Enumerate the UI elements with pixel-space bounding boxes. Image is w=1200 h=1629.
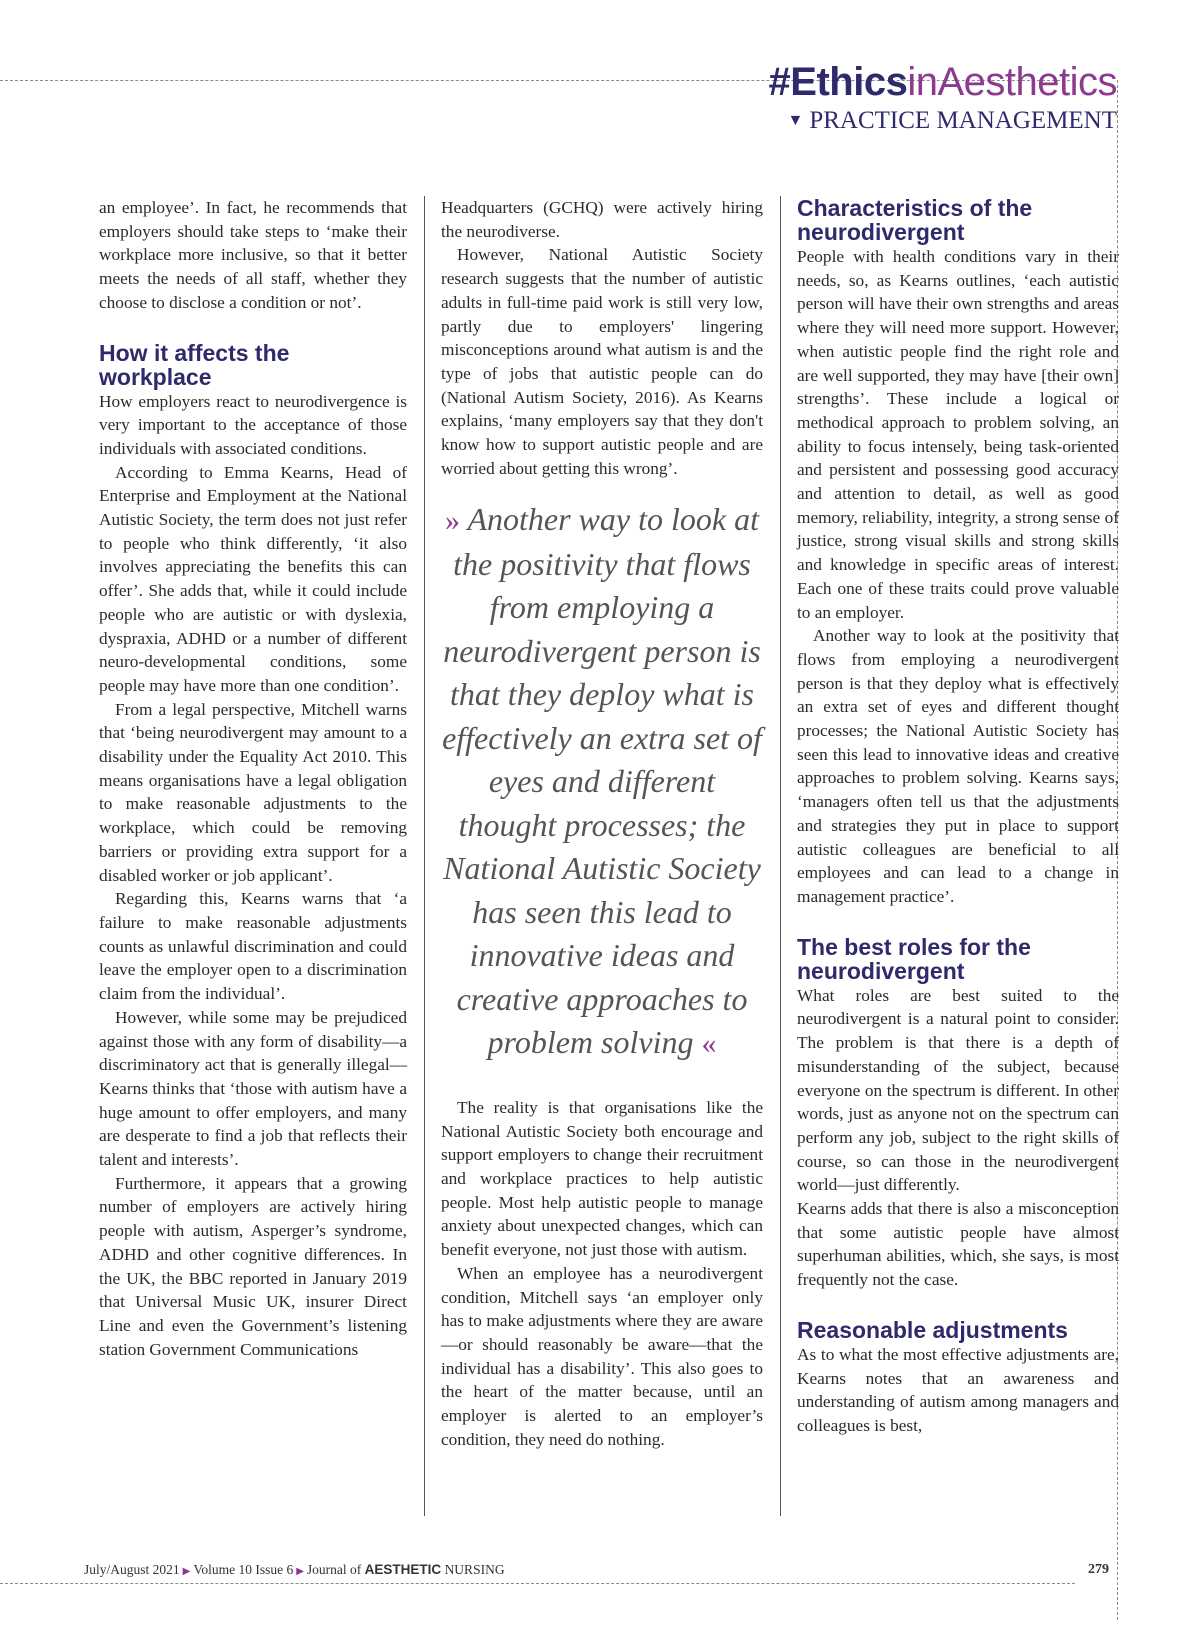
footer-date: July/August 2021 [84, 1562, 180, 1577]
heading-how-it-affects-workplace: How it affects the workplace [99, 339, 290, 390]
section-label-text: PRACTICE MANAGEMENT [809, 107, 1117, 134]
page-number: 279 [1088, 1562, 1109, 1577]
hashtag-light: inAesthetics [907, 60, 1117, 104]
section-label [769, 106, 1117, 136]
heading-reasonable-adjustments: Reasonable adjustments [797, 1316, 1068, 1343]
paragraph: an employee’. In fact, he recommends that employers should take steps to ‘make their workplace more inclusive, so that it better meets the needs of all staff, whether they choose to disclose a condition or not’. [99, 198, 407, 312]
quote-close-mark: « [701, 1027, 717, 1061]
bottom-dotted-rule [0, 1583, 1075, 1584]
triangle-down-icon: ▼ [787, 112, 804, 129]
hashtag-title [769, 60, 1117, 104]
paragraph: How employers react to neurodivergence is very important to the acceptance of those individuals with associated conditions. [99, 391, 407, 458]
quote-open-mark: » [445, 504, 461, 538]
pull-quote-text: Another way to look at the positivity that flows from employing a neurodivergent person is that they deploy what is effectively an extra set of eyes and different thought processes; the National Autistic Society has seen this lead to innovative ideas and creative approaches to problem solving [442, 501, 762, 1061]
paragraph: Furthermore, it appears that a growing number of employers are actively hiring people with autism, Asperger’s syndrome, ADHD and other cognitive differences. In the UK, the BBC reported in January 2019 that Universal Music UK, insurer Direct Line and even the Government’s listening station Government Communications [99, 1173, 407, 1359]
column-divider-2 [780, 196, 781, 1516]
heading-best-roles: The best roles for the neurodivergent [797, 933, 1031, 984]
heading-characteristics: Characteristics of the neurodivergent [797, 195, 1033, 245]
paragraph: People with health conditions vary in their needs, so, as Kearns outlines, ‘each autistic person will have their own strengths and areas where they will need more support. However, when autistic people find the right role and are well supported, they may have [their own] strengths’. These include a logical or methodical approach to problem solving, an ability to focus intensely, being task-oriented and persistent and possessing good accuracy and attention to detail, as well as good memory, reliability, integrity, a strong sense of justice, strong visual skills and strong skills and knowledge in specific areas of interest. Each one of these traits could prove valuable to an employer. [797, 247, 1119, 622]
footer-journal-prefix: Journal of [306, 1562, 362, 1577]
paragraph: According to Emma Kearns, Head of Enterprise and Employment at the National Autistic Society, the term does not just refer to people who think differently, ‘it also involves appreciating the benefits this can offer’. She adds that, while it could include people who are autistic or with dyslexia, dyspraxia, ADHD or a number of different neuro-developmental conditions, some people may have more than one condition’. [99, 462, 407, 695]
paragraph: Kearns adds that there is also a misconception that some autistic people have almost superhuman abilities, which, she says, is most frequently not the case. [797, 1199, 1119, 1290]
hashtag-bold: #Ethics [768, 60, 908, 104]
paragraph: Regarding this, Kearns warns that ‘a failure to make reasonable adjustments counts as unlawful discrimination and could leave the employer open to a discrimination claim from the individual’. [99, 889, 407, 1004]
header-brand [769, 60, 1117, 136]
column-1 [99, 196, 407, 1361]
footer-journal-suffix: NURSING [444, 1562, 505, 1577]
paragraph: From a legal perspective, Mitchell warns that ‘being neurodivergent may amount to a disability under the Equality Act 2010. This means organisations have a legal obligation to make reasonable adjustments to the workplace, which could be removing barriers or providing extra support for a disabled worker or job applicant’. [99, 699, 407, 885]
paragraph: The reality is that organisations like the National Autistic Society both encourage and support employers to change their recruitment and workplace practices to help autistic people. Most help autistic people to manage anxiety about unexpected changes, which can benefit everyone, not just those with autism. [441, 1097, 763, 1260]
column-divider-1 [424, 196, 425, 1516]
triangle-right-icon: ▶ [296, 1566, 304, 1577]
paragraph: As to what the most effective adjustments are, Kearns notes that an awareness and understanding of autism among managers and colleagues is best, [797, 1344, 1119, 1435]
footer-volume: Volume 10 Issue 6 [193, 1562, 294, 1577]
paragraph: However, while some may be prejudiced against those with any form of disability—a discriminatory act that is generally illegal—Kearns thinks that ‘those with autism have a huge amount to offer employers, and many are desperate to find a job that reflects their talent and interests’. [99, 1007, 407, 1170]
column-3 [797, 196, 1119, 1438]
column-2 [441, 196, 763, 1451]
paragraph: When an employee has a neurodivergent condition, Mitchell says ‘an employer only has to make adjustments where they are aware—or should reasonably be aware—that the individual has a disability’. This also goes to the heart of the matter because, until an employer is alerted to an employer’s condition, they need do nothing. [441, 1263, 763, 1449]
paragraph: What roles are best suited to the neurodivergent is a natural point to consider. The problem is that there is a depth of misunderstanding of the subject, because everyone on the spectrum is different. In other words, just as anyone not on the spectrum can perform any job, subject to the right skills of course, so can those in the neurodivergent world—just differently. [797, 985, 1119, 1195]
footer-journal-bold: AESTHETIC [364, 1562, 442, 1577]
triangle-right-icon: ▶ [182, 1566, 191, 1577]
page-footer [84, 1562, 1109, 1578]
paragraph: Another way to look at the positivity that flows from employing a neurodivergent person is that they deploy what is effectively an extra set of eyes and different thought processes; the National Autistic Society has seen this lead to innovative ideas and creative approaches to problem solving. Kearns says, ‘managers often tell us that the adjustments and strategies they put in place to support autistic colleagues are beneficial to all employees and can lead to a change in management practice’. [797, 626, 1119, 906]
paragraph: However, National Autistic Society research suggests that the number of autistic adults in full-time paid work is still very low, partly due to employers' lingering misconceptions around what autism is and the type of jobs that autistic people can do (National Autism Society, 2016). As Kearns explains, ‘many employers say that they don't know how to support autistic people and are worried about getting this wrong’. [441, 245, 763, 478]
pull-quote [441, 498, 763, 1066]
paragraph: Headquarters (GCHQ) were actively hiring the neurodiverse. [441, 198, 763, 241]
